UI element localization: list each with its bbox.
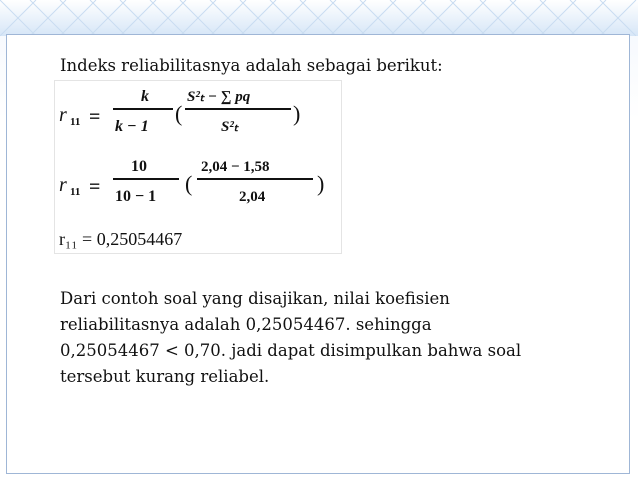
- svg-text:(: (: [175, 101, 183, 126]
- conclusion-line: 0,25054467 < 0,70. jadi dapat disimpulkan bahwa soal: [60, 341, 522, 360]
- svg-text:): ): [317, 171, 325, 196]
- svg-text:11: 11: [70, 186, 81, 198]
- reliability-formula: [55, 81, 341, 253]
- svg-text:(: (: [185, 171, 193, 196]
- formula-image: [54, 80, 342, 254]
- formula-k-num: k: [141, 88, 149, 105]
- svg-text:r: r: [59, 174, 67, 196]
- decorative-pattern: [0, 0, 638, 36]
- svg-text:=: =: [89, 176, 101, 198]
- formula-k-den: k − 1: [115, 118, 149, 135]
- conclusion-line: Dari contoh soal yang disajikan, nilai koefisien: [60, 289, 450, 308]
- formula-r-symbol: r: [59, 104, 67, 126]
- formula-inner-num: S²ₜ − ∑ pq: [187, 89, 251, 105]
- formula-num-10: 10: [131, 158, 147, 175]
- formula-values-den: 2,04: [239, 189, 266, 205]
- conclusion-line: reliabilitasnya adalah 0,25054467. sehingga: [60, 315, 432, 334]
- conclusion-line: tersebut kurang reliabel.: [60, 367, 270, 386]
- formula-r-sub: 11: [70, 116, 81, 128]
- formula-den-9: 10 − 1: [115, 188, 157, 205]
- formula-inner-den: S²ₜ: [221, 119, 239, 135]
- intro-text: Indeks reliabilitasnya adalah sebagai berikut:: [60, 56, 443, 75]
- formula-values-num: 2,04 − 1,58: [201, 159, 270, 175]
- formula-result: r₁₁ = 0,25054467: [59, 229, 183, 249]
- svg-text:=: =: [89, 106, 101, 128]
- svg-text:): ): [293, 101, 301, 126]
- decorative-header-band: [0, 0, 638, 36]
- conclusion-paragraph: [60, 286, 620, 390]
